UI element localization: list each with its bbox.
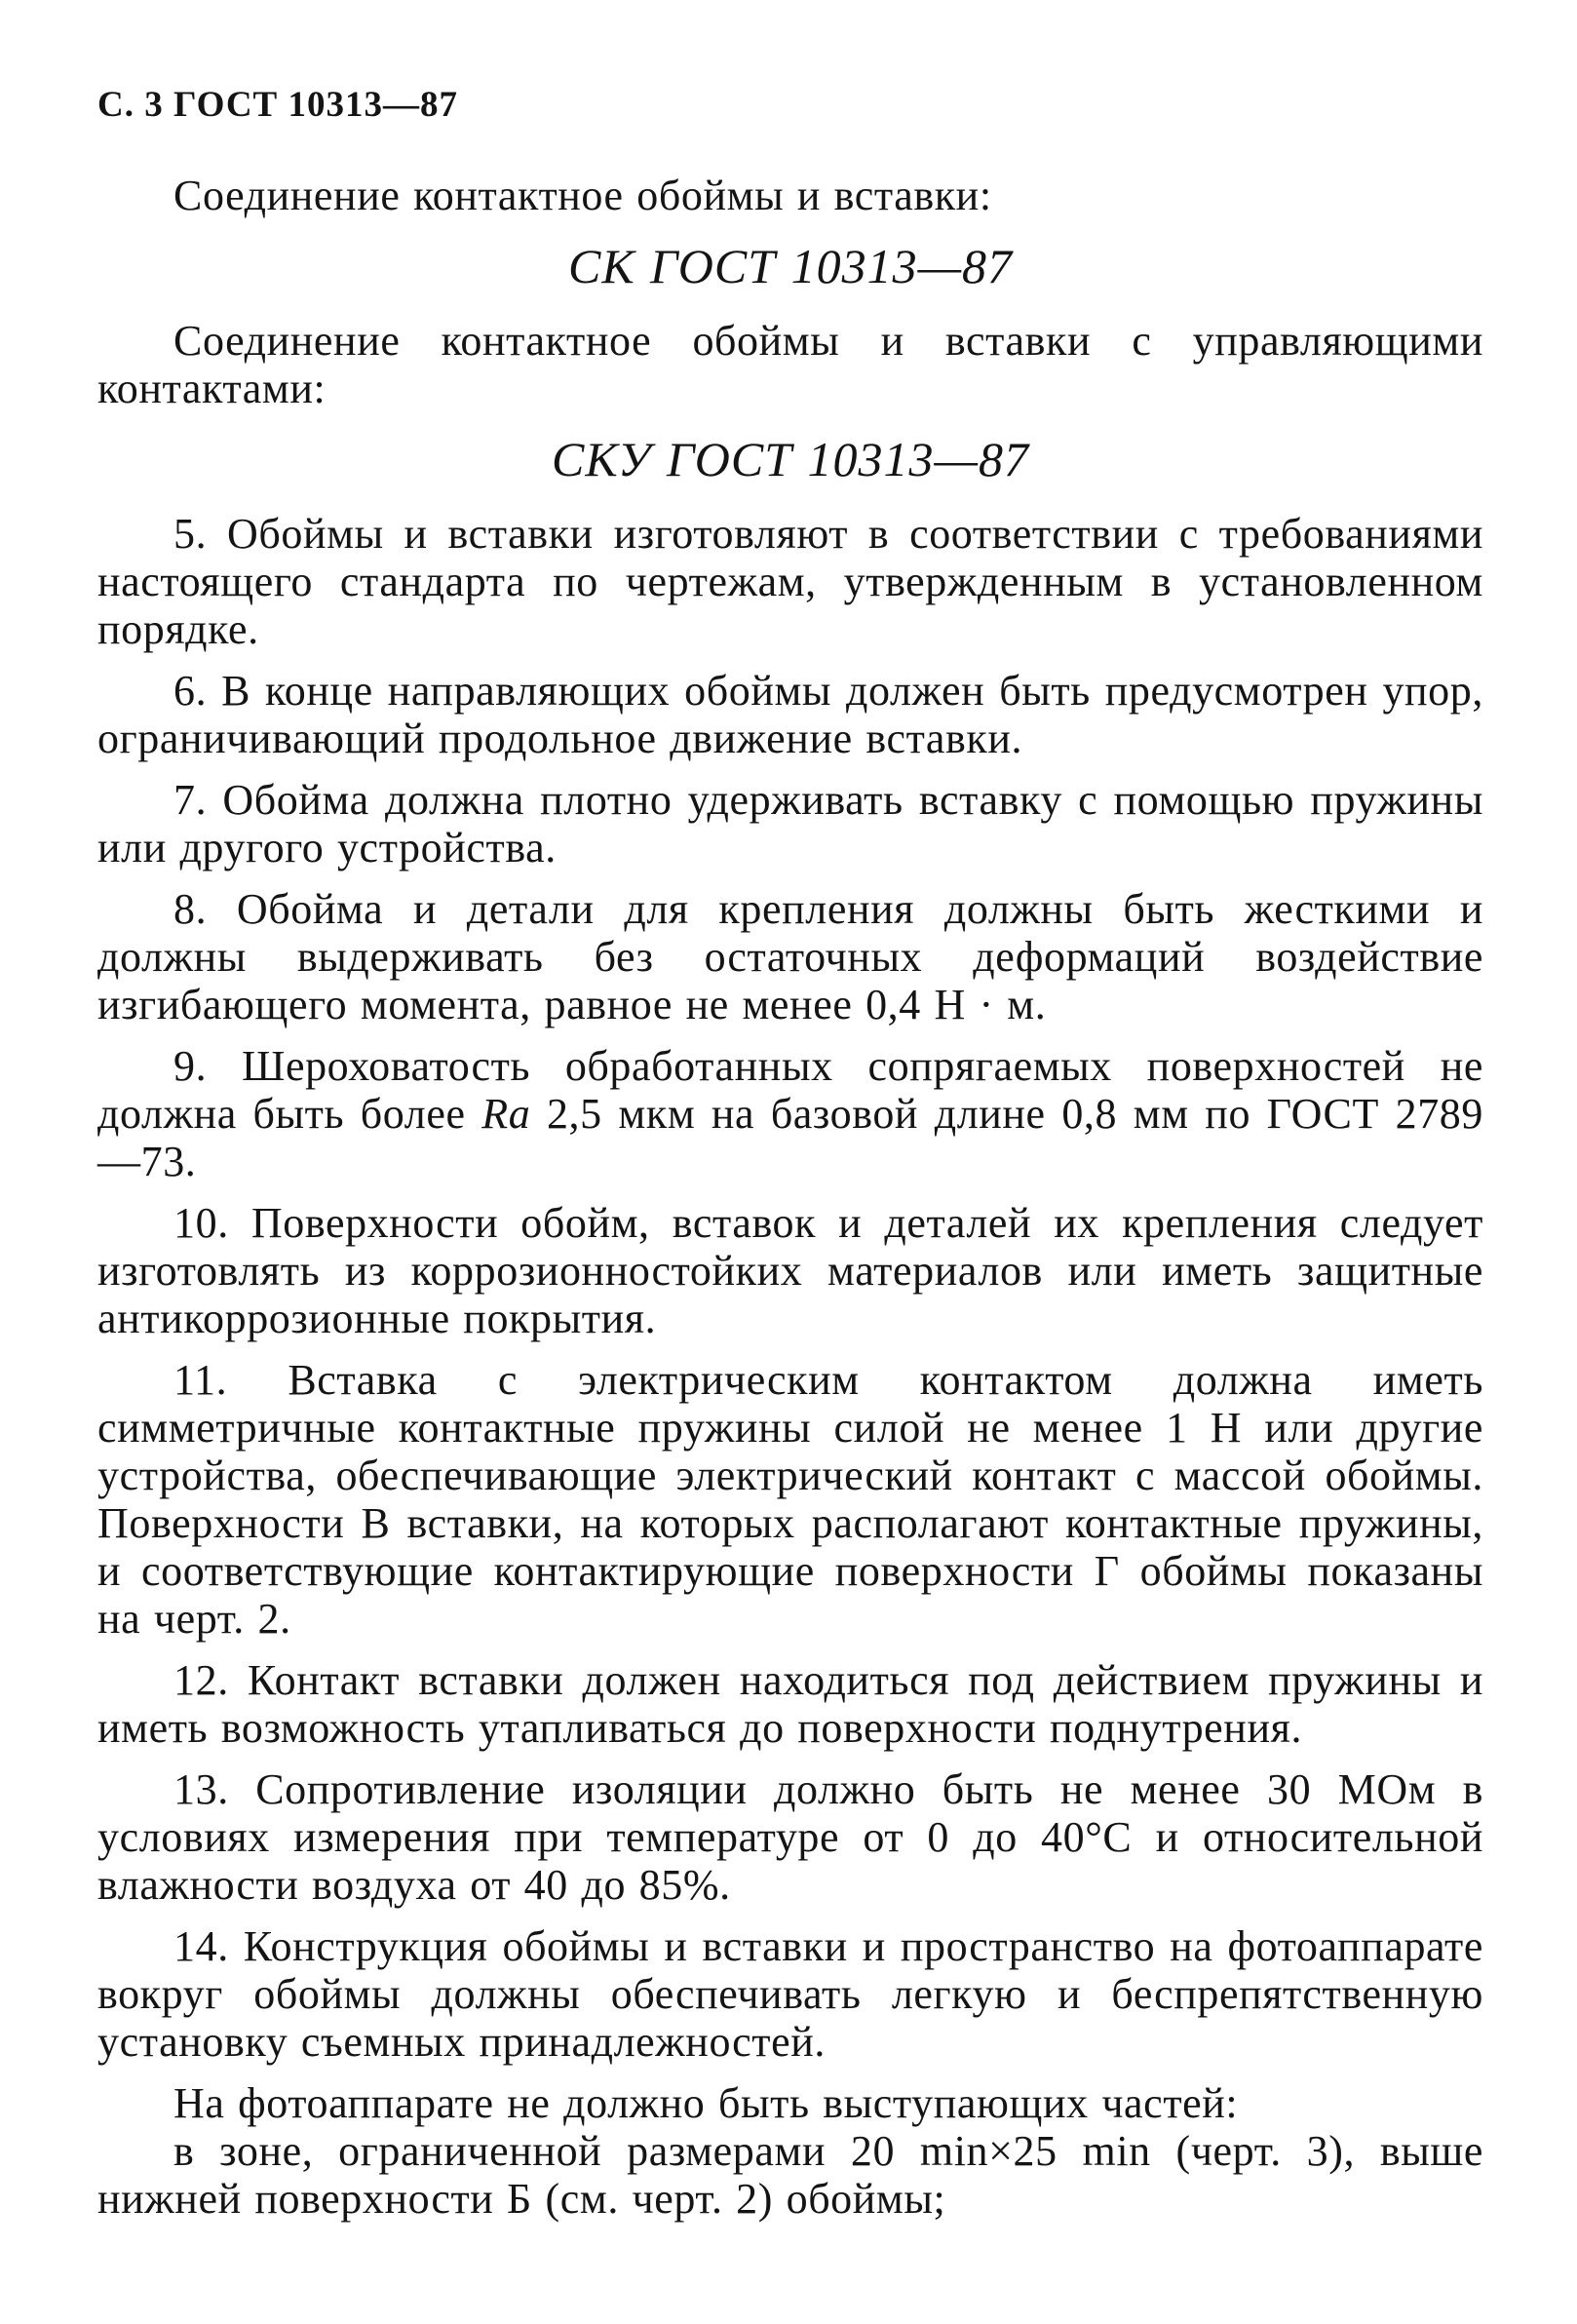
paragraph-zone: в зоне, ограниченной размерами 20 min×25 min (черт. 3), выше нижней поверхности Б (см. черт. 2) обоймы; (97, 2127, 1483, 2223)
clause-14: 14. Конструкция обоймы и вставки и пространство на фотоаппарате вокруг обоймы должны обеспечивать легкую и беспрепятственную установку съемных принадлежностей. (97, 1922, 1483, 2066)
clause-5: 5. Обоймы и вставки изготовляют в соответствии с требованиями настоящего стандарта по чертежам, утвержденным в установленном порядке. (97, 510, 1483, 653)
clause-10: 10. Поверхности обойм, вставок и деталей их крепления следует изготовлять из коррозионностойких материалов или иметь защитные антикоррозионные покрытия. (97, 1199, 1483, 1342)
clause-9-text-a: 9. Шероховатость обработанных сопрягаемых поверхностей не должна быть более (97, 1042, 1483, 1138)
clause-7: 7. Обойма должна плотно удерживать вставку с помощью пружины или другого устройства. (97, 776, 1483, 872)
clause-6: 6. В конце направляющих обоймы должен быть предусмотрен упор, ограничивающий продольное движение вставки. (97, 667, 1483, 762)
designation-sku: СКУ ГОСТ 10313—87 (551, 432, 1030, 486)
clause-11: 11. Вставка с электрическим контактом должна иметь симметричные контактные пружины силой не менее 1 Н или другие устройства, обеспечивающие электрический контакт с массой обоймы. Поверхности В вставки, на которых располагают контактные пружины, и соответствующие контактирующие поверхности Г обоймы показаны на черт. 2. (97, 1356, 1483, 1643)
clause-9 (97, 1042, 1483, 1185)
paragraph-intro-contact: Соединение контактное обоймы и вставки: (173, 172, 992, 219)
paragraph-protrusions: На фотоаппарате не должно быть выступающих частей: (173, 2079, 1239, 2127)
document-body (97, 172, 1483, 2236)
page-header: С. 3 ГОСТ 10313—87 (97, 85, 458, 125)
clause-9-text-b: 2,5 мкм на базовой длине 0,8 мм по ГОСТ 2789—73. (97, 1090, 1484, 1185)
clause-9-ra: Ra (481, 1090, 531, 1138)
clause-8: 8. Обойма и детали для крепления должны быть жесткими и должны выдерживать без остаточных деформаций воздействие изгибающего момента, равное не менее 0,4 Н · м. (97, 885, 1483, 1028)
designation-sk: СК ГОСТ 10313—87 (567, 239, 1014, 293)
paragraph-intro-control: Соединение контактное обоймы и вставки с управляющими контактами: (97, 317, 1483, 412)
clause-12: 12. Контакт вставки должен находиться под действием пружины и иметь возможность утапливаться до поверхности поднутрения. (97, 1656, 1483, 1752)
clause-13: 13. Сопротивление изоляции должно быть не менее 30 МОм в условиях измерения при температуре от 0 до 40°С и относительной влажности воздуха от 40 до 85%. (97, 1765, 1483, 1909)
